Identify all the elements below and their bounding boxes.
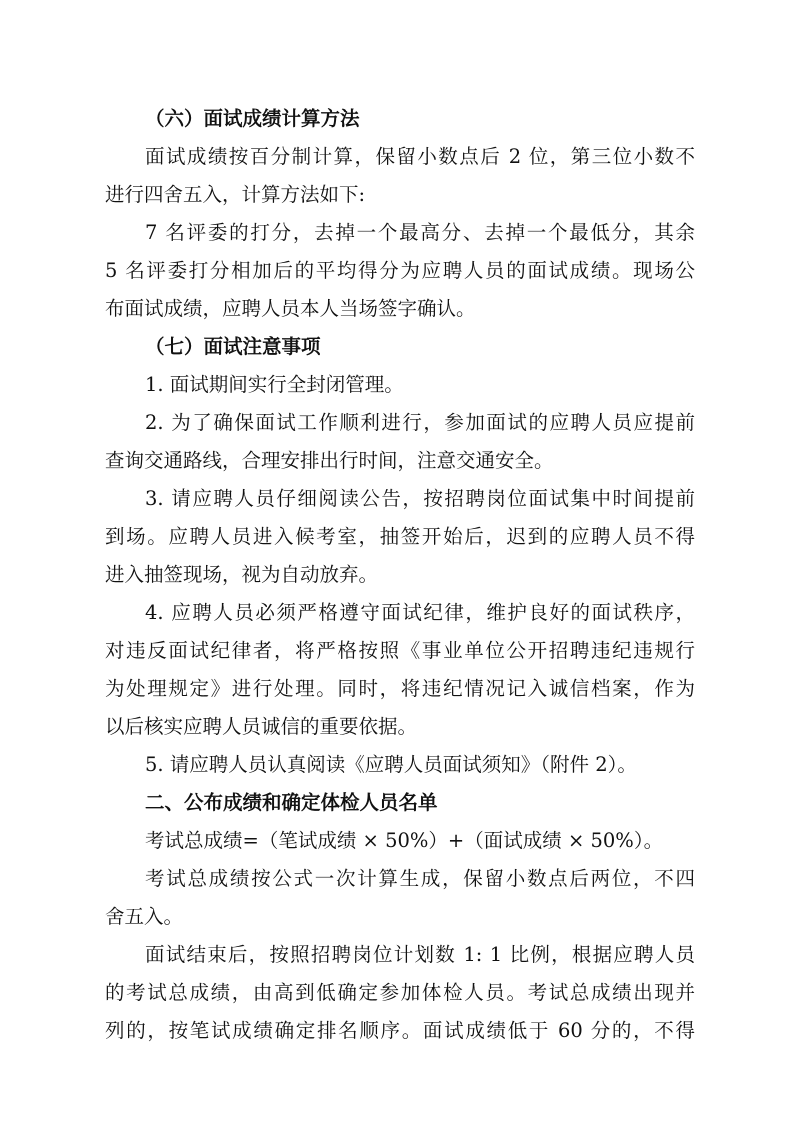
list-item-3: 3. 请应聘人员仔细阅读公告，按招聘岗位面试集中时间提前 (145, 487, 695, 510)
paragraph-line: 进入抽签现场，视为自动放弃。 (105, 563, 379, 586)
paragraph-line: 面试结束后，按照招聘岗位计划数 1: 1 比例，根据应聘人员 (145, 943, 695, 966)
paragraph-line: 5 名评委打分相加后的平均得分为应聘人员的面试成绩。现场公 (105, 259, 695, 282)
paragraph-line: 为处理规定》进行处理。同时，将违纪情况记入诚信档案，作为 (105, 677, 695, 700)
list-item-4: 4. 应聘人员必须严格遵守面试纪律，维护良好的面试秩序， (145, 601, 695, 624)
formula-line: 考试总成绩=（笔试成绩 × 50%）+（面试成绩 × 50%）。 (145, 829, 664, 852)
paragraph-line: 到场。应聘人员进入候考室，抽签开始后，迟到的应聘人员不得 (105, 525, 695, 548)
paragraph-line: 以后核实应聘人员诚信的重要依据。 (105, 715, 418, 738)
paragraph-line: 的考试总成绩，由高到低确定参加体检人员。考试总成绩出现并 (105, 981, 695, 1004)
paragraph-line: 考试总成绩按公式一次计算生成，保留小数点后两位，不四 (145, 867, 695, 890)
section-heading-2: 二、公布成绩和确定体检人员名单 (145, 791, 438, 814)
list-item-1: 1. 面试期间实行全封闭管理。 (145, 373, 404, 396)
paragraph-line: 舍五入。 (105, 905, 184, 928)
paragraph-line: 对违反面试纪律者，将严格按照《事业单位公开招聘违纪违规行 (105, 639, 695, 662)
list-item-2: 2. 为了确保面试工作顺利进行，参加面试的应聘人员应提前 (145, 411, 695, 434)
paragraph-line: 列的，按笔试成绩确定排名顺序。面试成绩低于 60 分的，不得 (105, 1019, 695, 1042)
list-item-5: 5. 请应聘人员认真阅读《应聘人员面试须知》（附件 2）。 (145, 753, 637, 776)
paragraph-line: 查询交通路线，合理安排出行时间，注意交通安全。 (105, 449, 554, 472)
paragraph-line: 布面试成绩，应聘人员本人当场签字确认。 (105, 297, 476, 320)
paragraph-line: 进行四舍五入，计算方法如下: (105, 183, 366, 206)
section-heading-7: （七）面试注意事项 (145, 335, 321, 358)
paragraph-line: 面试成绩按百分制计算，保留小数点后 2 位，第三位小数不 (145, 145, 695, 168)
section-heading-6: （六）面试成绩计算方法 (145, 107, 360, 130)
paragraph-line: 7 名评委的打分，去掉一个最高分、去掉一个最低分，其余 (145, 221, 695, 244)
